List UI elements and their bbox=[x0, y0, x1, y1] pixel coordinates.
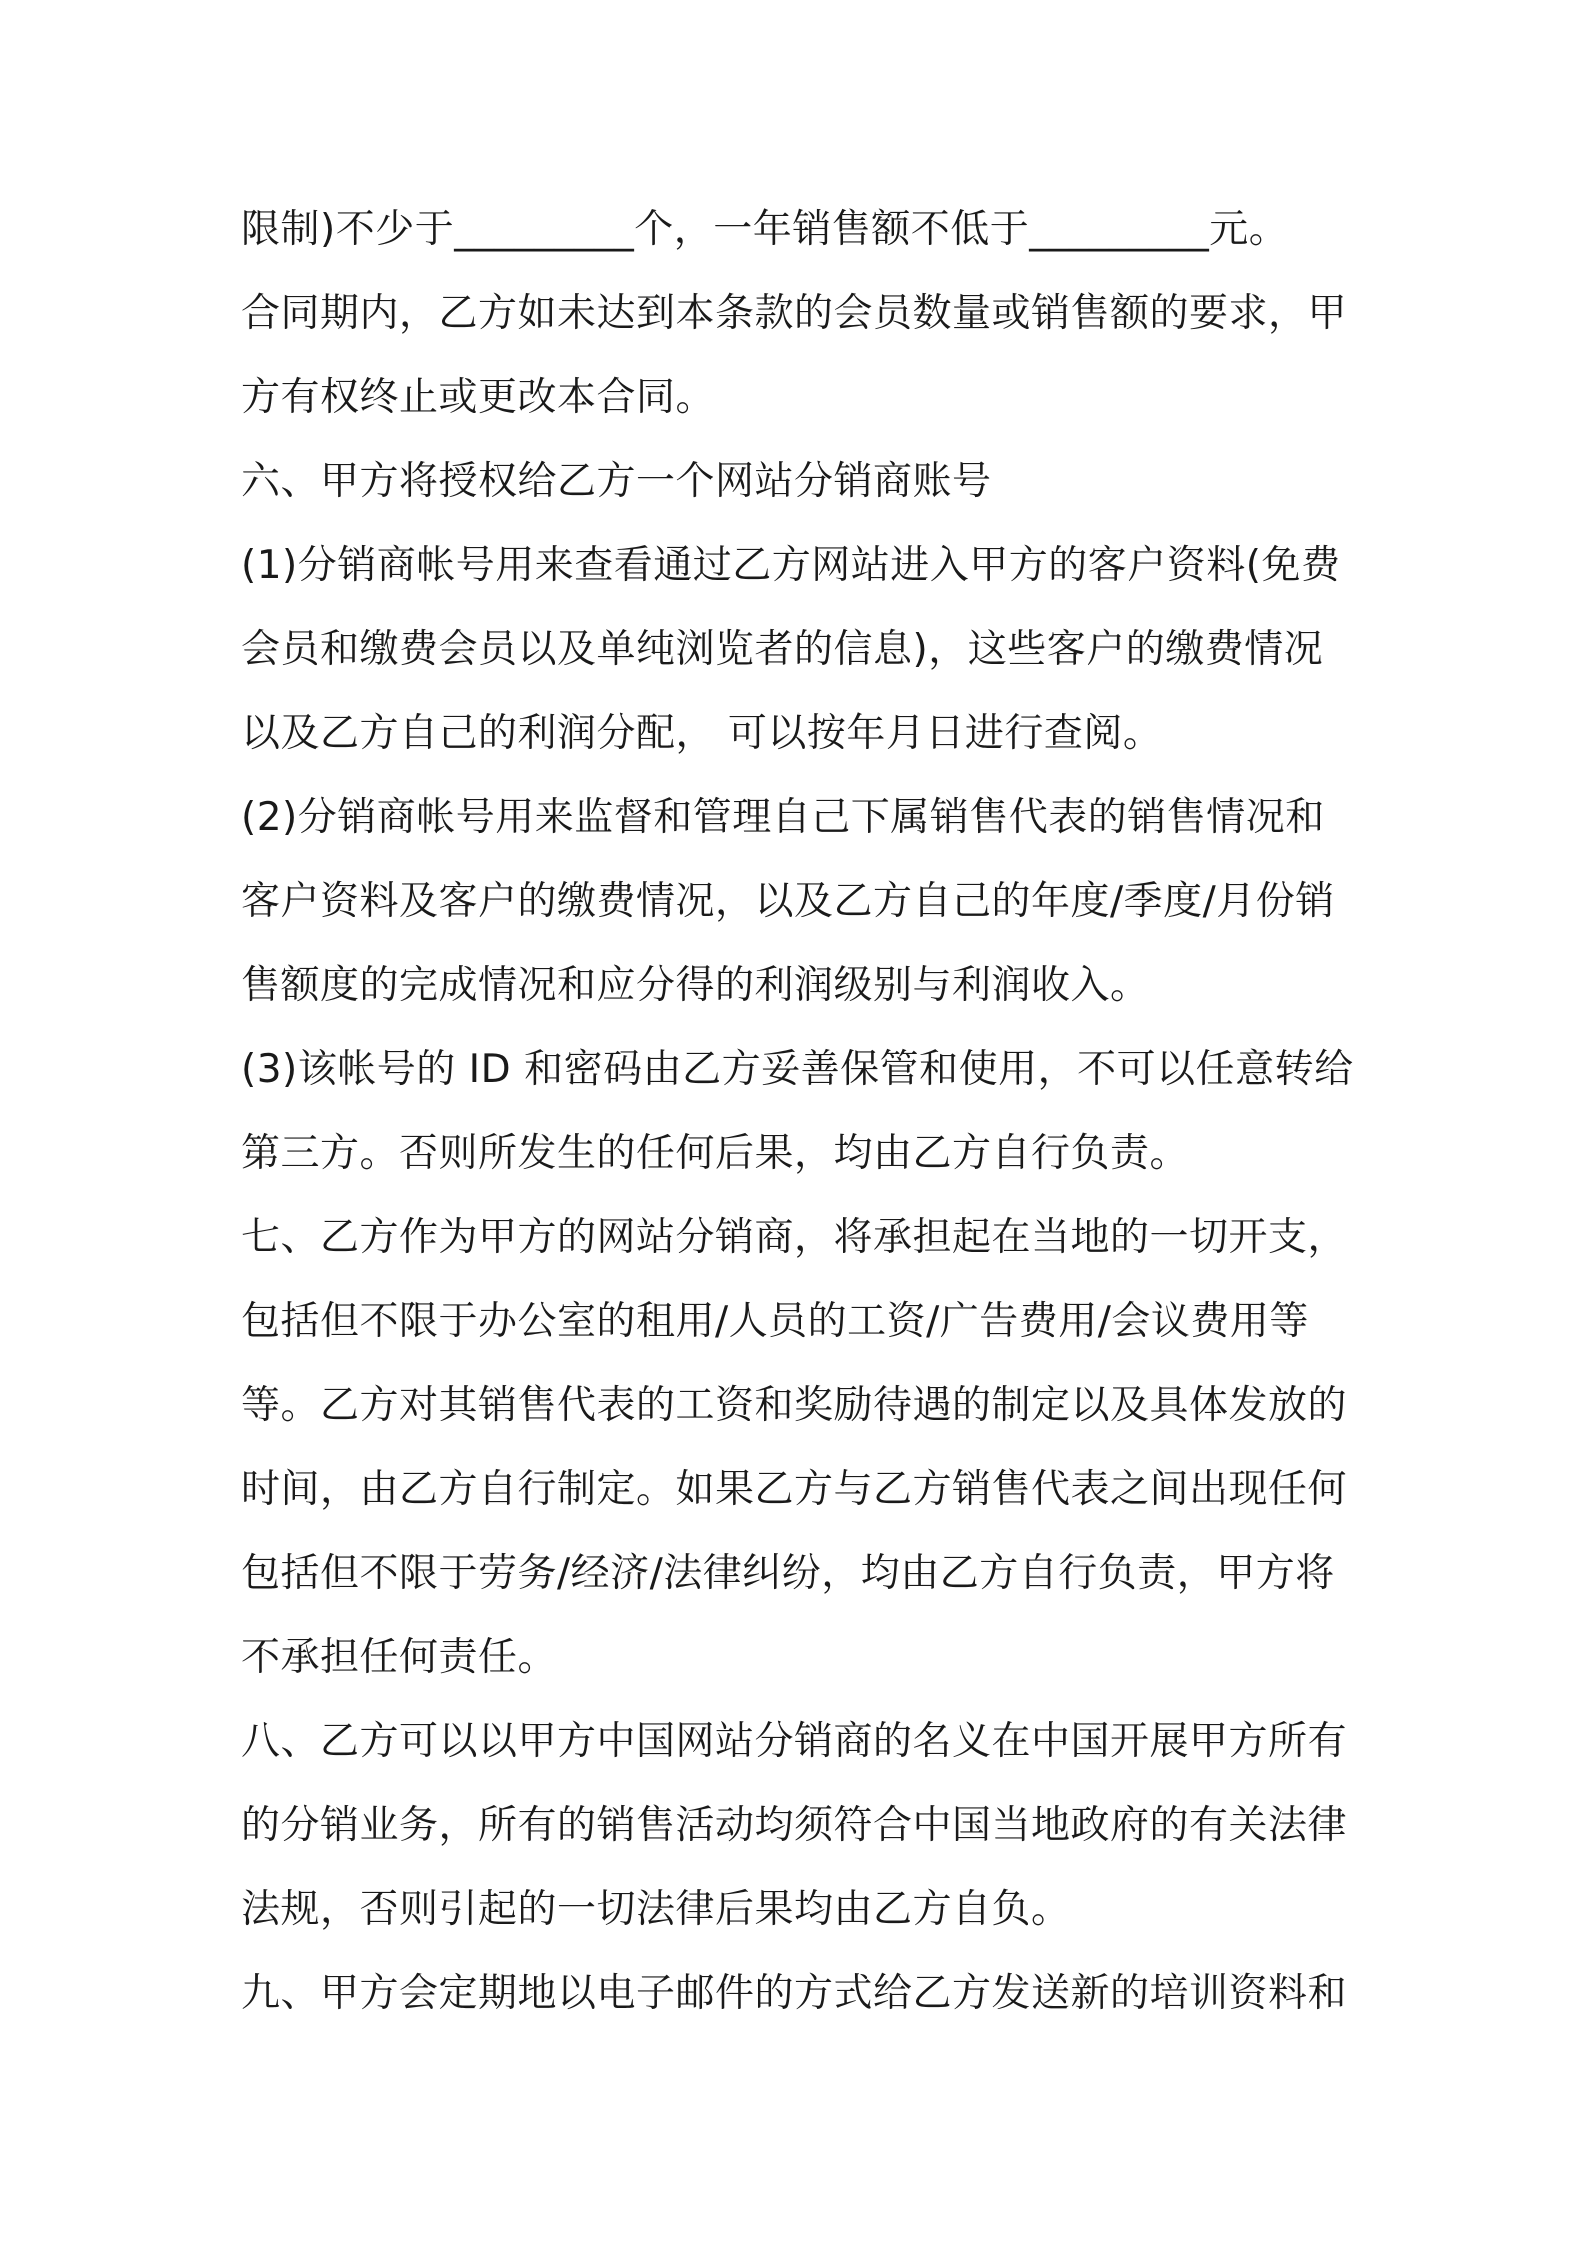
text-line: (2)分销商帐号用来监督和管理自己下属销售代表的销售情况和 bbox=[241, 795, 1325, 840]
text-line: 的分销业务，所有的销售活动均须符合中国当地政府的有关法律 bbox=[241, 1803, 1348, 1848]
text-line: 法规，否则引起的一切法律后果均由乙方自负。 bbox=[241, 1887, 1071, 1932]
section-heading: 六、甲方将授权给乙方一个网站分销商账号 bbox=[241, 459, 992, 504]
text-line: 限制)不少于_________个，一年销售额不低于_________元。 bbox=[241, 207, 1289, 252]
text-line: 九、甲方会定期地以电子邮件的方式给乙方发送新的培训资料和 bbox=[241, 1971, 1348, 2016]
text-line: 包括但不限于劳务/经济/法律纠纷，均由乙方自行负责，甲方将 bbox=[241, 1551, 1335, 1596]
text-line: 以及乙方自己的利润分配， 可以按年月日进行查阅。 bbox=[241, 711, 1163, 756]
text-line: 包括但不限于办公室的租用/人员的工资/广告费用/会议费用等 bbox=[241, 1299, 1309, 1344]
text-line: 七、乙方作为甲方的网站分销商，将承担起在当地的一切开支， bbox=[241, 1215, 1348, 1260]
text-line: 等。乙方对其销售代表的工资和奖励待遇的制定以及具体发放的 bbox=[241, 1383, 1348, 1428]
text-line: 第三方。否则所发生的任何后果，均由乙方自行负责。 bbox=[241, 1131, 1190, 1176]
text-line: 时间，由乙方自行制定。如果乙方与乙方销售代表之间出现任何 bbox=[241, 1467, 1348, 1512]
text-line: 方有权终止或更改本合同。 bbox=[241, 375, 716, 420]
text-line: 会员和缴费会员以及单纯浏览者的信息)，这些客户的缴费情况 bbox=[241, 627, 1324, 672]
text-line: 八、乙方可以以甲方中国网站分销商的名义在中国开展甲方所有 bbox=[241, 1719, 1348, 1764]
text-line: 客户资料及客户的缴费情况，以及乙方自己的年度/季度/月份销 bbox=[241, 879, 1335, 924]
text-line: 售额度的完成情况和应分得的利润级别与利润收入。 bbox=[241, 963, 1150, 1008]
text-line: 不承担任何责任。 bbox=[241, 1635, 558, 1680]
text-line: (1)分销商帐号用来查看通过乙方网站进入甲方的客户资料(免费 bbox=[241, 543, 1341, 588]
text-line: (3)该帐号的 ID 和密码由乙方妥善保管和使用，不可以任意转给 bbox=[241, 1047, 1354, 1092]
text-line: 合同期内，乙方如未达到本条款的会员数量或销售额的要求，甲 bbox=[241, 291, 1348, 336]
document-body bbox=[241, 188, 1356, 2036]
